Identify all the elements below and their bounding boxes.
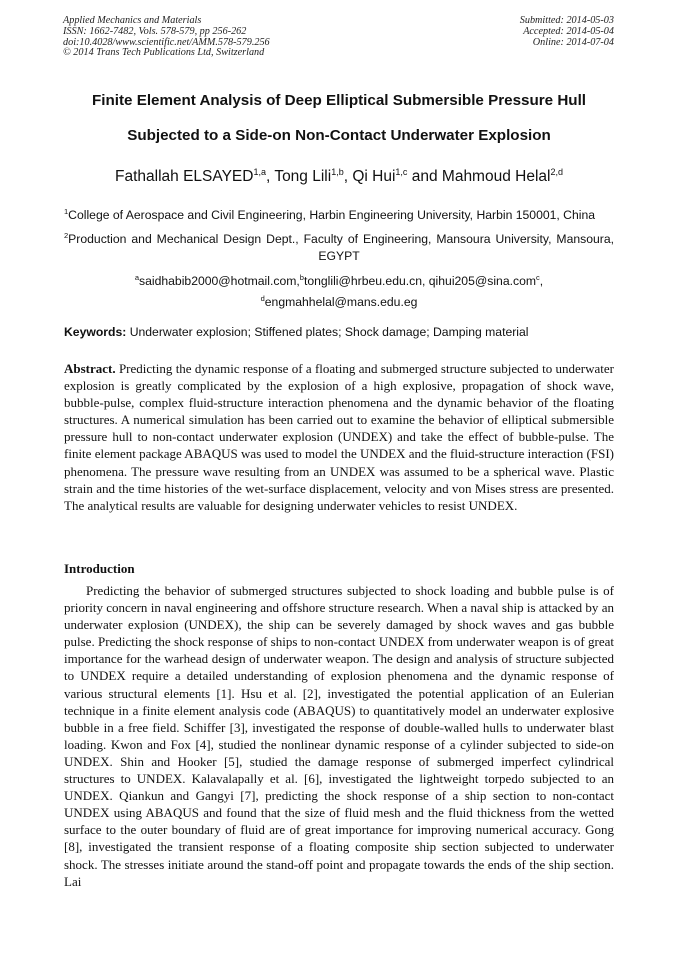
author-affiliation-mark: 1,b	[331, 167, 344, 177]
author-separator: and	[407, 168, 442, 185]
email-link[interactable]: saidhabib2000@hotmail.com,	[139, 274, 300, 288]
journal-doi: doi:10.4028/www.scientific.net/AMM.578-579.256	[63, 36, 270, 48]
submitted-date: Submitted: 2014-05-03	[519, 15, 614, 26]
affiliation-mark: 2	[64, 231, 69, 240]
abstract-text: Predicting the dynamic response of a floating and submerged structure subjected to underwater explosion is greatly complicated by the explosion of a high explosive, propagation of shock wave, bubble-pulse, complex fluid-structure interaction phenomena and the dynamic behavior of the floating structures. A numerical simulation has been carried out to examine the behavior of elliptical submersible pressure hull to non-contact underwater explosion (UNDEX) and take the effect of bubble-pulse. The finite element package ABAQUS was used to model the UNDEX and the fluid-structure interaction (FSI) phenomena. The pressure wave resulting from an UNDEX was assumed to be a spherical wave. Plastic strain and the time histories of the wet-surface displacement, velocity and von Mises stress are presented. The analytical results are valuable for designing underwater vehicles to resist UNDEX.	[64, 361, 614, 513]
affiliation-text: Production and Mechanical Design Dept., Faculty of Engineering, Mansoura University, Mansoura, EGYPT	[68, 232, 614, 263]
email-separator: ,	[539, 274, 544, 288]
affiliation-2	[64, 227, 614, 265]
author-name: Qi Hui	[352, 168, 396, 185]
author-name: Fathallah ELSAYED	[115, 168, 254, 185]
email-mark: c	[536, 273, 540, 282]
author-name: Mahmoud Helal	[441, 168, 551, 185]
submission-dates	[520, 16, 614, 48]
author-list	[40, 167, 638, 186]
keywords-text: Underwater explosion; Stiffened plates; Shock damage; Damping material	[129, 325, 529, 339]
author-affiliation-mark: 1,c	[395, 167, 408, 177]
keywords	[64, 325, 616, 339]
author-separator: ,	[343, 168, 353, 185]
affiliation-text: College of Aerospace and Civil Engineering, Harbin Engineering University, Harbin 150001, China	[68, 208, 596, 222]
introduction-body: Predicting the behavior of submerged structures subjected to shock loading and bubble pulse is of priority concern in naval engineering and offshore structure research. When a naval ship is attacked by an underwater explosion (UNDEX), the ship can be severely damaged by shock waves and gas bubble pulse. Predicting the shock response of ships to non-contact UNDEX from underwater weapon is of great importance for the warhead design of underwater weapon. The design and analysis of structure subjected to UNDEX require a detailed understanding of explosion phenomena and the dynamic response of various structural elements [1]. Hsu et al. [2], investigated the potential application of an Eulerian technique in a finite element analysis code (ABAQUS) to quantitatively model an underwater explosive bubble in a free field. Schiffer [3], investigated the response of double-walled hulls to underwater blast loading. Kwon and Fox [4], studied the nonlinear dynamic response of a cylinder subjected to side-on UNDEX. Shin and Hooker [5], studied the damage response of submerged imperfect cylindrical structures to UNDEX. Kalavalapally et al. [6], investigated the lightweight torpedo subjected to an UNDEX. Qiankun and Gangyi [7], predicting the shock response of a ship section to non-contact UNDEX using ABAQUS and found that the size of fluid mesh and the fluid thickness from the wetted surface to the outer boundary of fluid are of great importance for improving numerical accuracy. Gong [8], investigated the transient response of a floating composite ship section subjected to underwater shock. The stresses initiate around the stand-off point and propagate towards the ends of the ship section. Lai	[64, 583, 614, 889]
abstract-label: Abstract.	[64, 361, 116, 376]
email-mark: b	[299, 273, 304, 282]
journal-issn: ISSN: 1662-7482, Vols. 578-579, pp 256-262	[63, 25, 247, 37]
author-affiliation-mark: 1,a	[253, 167, 266, 177]
affiliation-mark: 1	[64, 207, 69, 216]
abstract	[64, 360, 614, 514]
paper-title-line-2: Subjected to a Side-on Non-Contact Underwater Explosion	[127, 127, 551, 144]
email-mark: a	[134, 273, 140, 282]
section-heading-introduction: Introduction	[64, 561, 135, 576]
email-link[interactable]: tonglili@hrbeu.edu.cn, qihui205@sina.com	[303, 274, 537, 288]
keywords-label: Keywords:	[64, 325, 127, 339]
journal-info	[63, 16, 270, 59]
author-emails	[64, 269, 614, 311]
journal-copyright: © 2014 Trans Tech Publications Ltd, Switzerland	[63, 47, 265, 59]
author-affiliation-mark: 2,d	[550, 167, 563, 177]
paper-title-line-1: Finite Element Analysis of Deep Elliptical Submersible Pressure Hull	[91, 92, 587, 109]
affiliation-1	[64, 203, 614, 224]
online-date: Online: 2014-07-04	[532, 36, 614, 48]
journal-name: Applied Mechanics and Materials	[63, 15, 202, 26]
email-link[interactable]: engmahhelal@mans.edu.eg	[264, 295, 418, 309]
email-mark: d	[260, 294, 265, 303]
author-name: Tong Lili	[274, 168, 332, 185]
accepted-date: Accepted: 2014-05-04	[523, 25, 614, 37]
author-separator: ,	[265, 168, 275, 185]
